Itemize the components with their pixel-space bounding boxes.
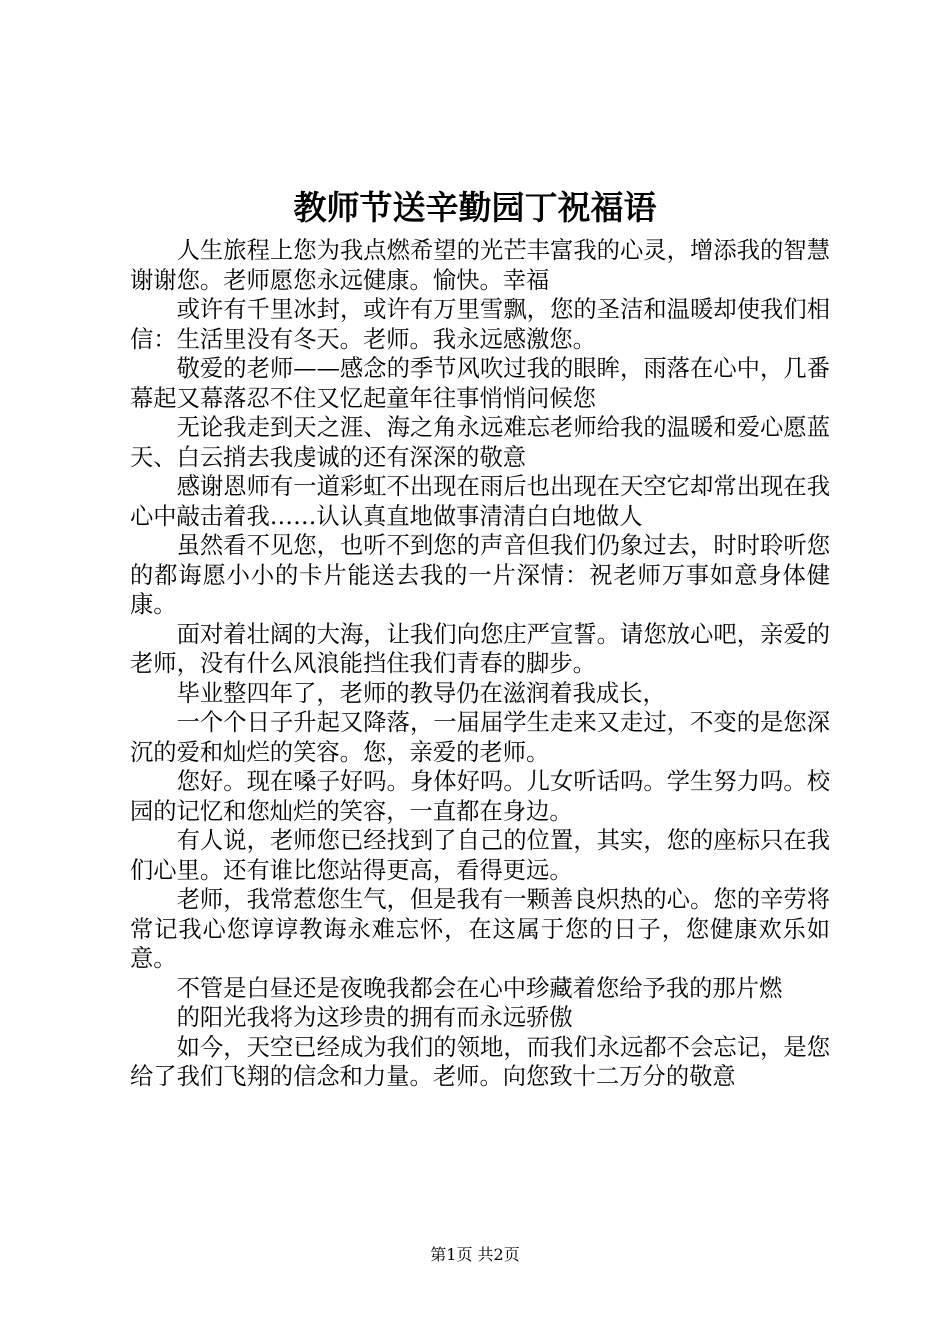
paragraph: 无论我走到天之涯、海之角永远难忘老师给我的温暖和爱心愿蓝天、白云捎去我虔诚的还有深深的敬意 bbox=[130, 414, 830, 471]
paragraph: 毕业整四年了，老师的教导仍在滋润着我成长， bbox=[176, 679, 666, 707]
page-title: 教师节送辛勤园丁祝福语 bbox=[293, 188, 657, 227]
page-number: 第1页 共2页 bbox=[430, 1245, 520, 1264]
paragraph: 或许有千里冰封，或许有万里雪飘，您的圣洁和温暖却使我们相信：生活里没有冬天。老师。我永远感激您。 bbox=[130, 296, 830, 353]
document-body bbox=[130, 236, 830, 1092]
paragraph: 老师，我常惹您生气，但是我有一颗善良炽热的心。您的辛劳将常记我心您谆谆教诲永难忘怀，在这属于您的日子，您健康欢乐如意。 bbox=[130, 886, 830, 972]
paragraph: 的阳光我将为这珍贵的拥有而永远骄傲 bbox=[176, 1004, 573, 1031]
paragraph: 您好。现在嗓子好吗。身体好吗。儿女听话吗。学生努力吗。校园的记忆和您灿烂的笑容，一直都在身边。 bbox=[130, 768, 830, 825]
paragraph: 面对着壮阔的大海，让我们向您庄严宣誓。请您放心吧，亲爱的老师，没有什么风浪能挡住我们青春的脚步。 bbox=[130, 620, 830, 677]
paragraph: 一个个日子升起又降落，一届届学生走来又走过，不变的是您深沉的爱和灿烂的笑容。您，亲爱的老师。 bbox=[130, 709, 830, 766]
paragraph: 敬爱的老师——感念的季节风吹过我的眼眸，雨落在心中，几番幕起又幕落忍不住又忆起童年往事悄悄问候您 bbox=[130, 355, 830, 412]
paragraph: 如今，天空已经成为我们的领地，而我们永远都不会忘记，是您给了我们飞翔的信念和力量。老师。向您致十二万分的敬意 bbox=[130, 1033, 830, 1090]
paragraph: 有人说，老师您已经找到了自己的位置，其实，您的座标只在我们心里。还有谁比您站得更高，看得更远。 bbox=[130, 827, 830, 884]
paragraph: 不管是白昼还是夜晚我都会在心中珍藏着您给予我的那片燃 bbox=[176, 974, 783, 1002]
paragraph: 人生旅程上您为我点燃希望的光芒丰富我的心灵，增添我的智慧谢谢您。老师愿您永远健康。愉快。幸福 bbox=[130, 237, 830, 294]
paragraph: 虽然看不见您，也听不到您的声音但我们仍象过去，时时聆听您的都诲愿小小的卡片能送去我的一片深情：祝老师万事如意身体健康。 bbox=[130, 532, 830, 618]
paragraph: 感谢恩师有一道彩虹不出现在雨后也出现在天空它却常出现在我心中敲击着我……认认真直地做事清清白白地做人 bbox=[130, 473, 830, 530]
